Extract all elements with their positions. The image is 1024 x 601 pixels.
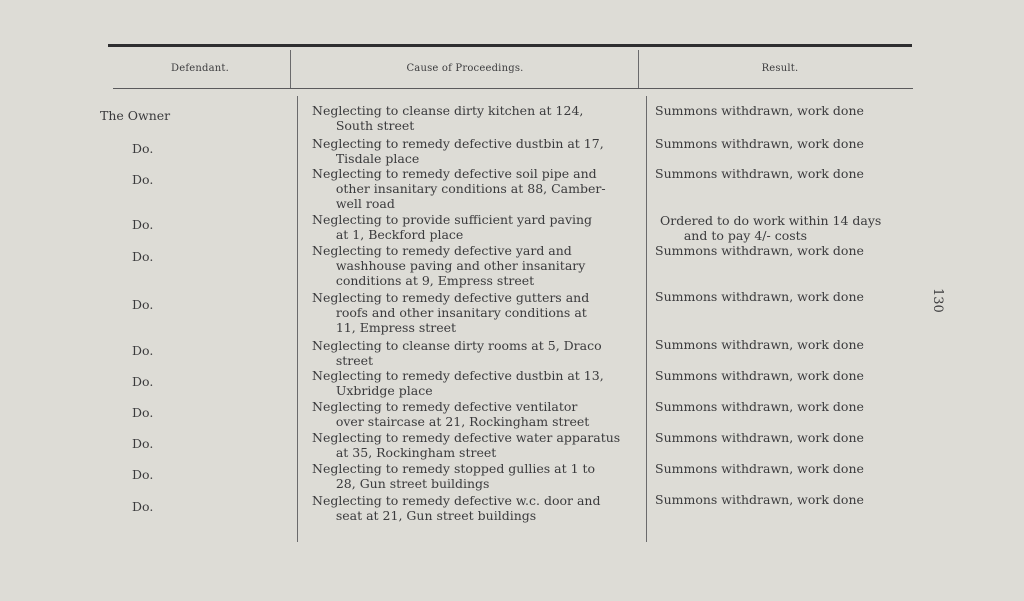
- table-top-rule: [108, 44, 912, 47]
- row-5-cause: Neglecting to remedy defective yard and washhouse paving and other insanitary conditions at 9, Empress street: [312, 243, 586, 288]
- row-5-defendant: Do.: [132, 249, 154, 264]
- row-8-cause: Neglecting to remedy defective dustbin at 13, Uxbridge place: [312, 368, 604, 398]
- row-7-defendant: Do.: [132, 343, 154, 358]
- row-8-result: Summons withdrawn, work done: [655, 368, 864, 383]
- row-2-defendant: Do.: [132, 141, 154, 156]
- row-9-result: Summons withdrawn, work done: [655, 399, 864, 414]
- row-11-result: Summons withdrawn, work done: [655, 461, 864, 476]
- row-5-result: Summons withdrawn, work done: [655, 243, 864, 258]
- row-10-cause: Neglecting to remedy defective water apparatus at 35, Rockingham street: [312, 430, 621, 460]
- row-12-defendant: Do.: [132, 499, 154, 514]
- row-11-defendant: Do.: [132, 467, 154, 482]
- header-result: Result.: [761, 63, 799, 74]
- column-divider-2: [638, 50, 639, 88]
- row-3-defendant: Do.: [132, 172, 154, 187]
- row-6-cause: Neglecting to remedy defective gutters and roofs and other insanitary conditions at 11, Empress street: [312, 290, 590, 335]
- row-9-defendant: Do.: [132, 405, 154, 420]
- row-3-result: Summons withdrawn, work done: [655, 166, 864, 181]
- row-10-result: Summons withdrawn, work done: [655, 430, 864, 445]
- row-2-result: Summons withdrawn, work done: [655, 136, 864, 151]
- header-defendant: Defendant.: [171, 63, 229, 74]
- row-12-cause: Neglecting to remedy defective w.c. door and seat at 21, Gun street buildings: [312, 493, 601, 523]
- header-cause: Cause of Proceedings.: [406, 63, 524, 74]
- row-8-defendant: Do.: [132, 374, 154, 389]
- row-9-cause: Neglecting to remedy defective ventilator over staircase at 21, Rockingham street: [312, 399, 590, 429]
- row-6-defendant: Do.: [132, 297, 154, 312]
- row-3-cause: Neglecting to remedy defective soil pipe and other insanitary conditions at 88, Camber- well road: [312, 166, 606, 211]
- page-number: 130: [930, 288, 945, 313]
- row-4-defendant: Do.: [132, 217, 154, 232]
- row-1-defendant: The Owner: [100, 108, 171, 123]
- row-4-cause: Neglecting to provide sufficient yard paving at 1, Beckford place: [312, 212, 593, 242]
- row-7-result: Summons withdrawn, work done: [655, 337, 864, 352]
- row-11-cause: Neglecting to remedy stopped gullies at 1 to 28, Gun street buildings: [312, 461, 596, 491]
- row-4-result: Ordered to do work within 14 days and to pay 4/- costs: [660, 213, 882, 243]
- row-10-defendant: Do.: [132, 436, 154, 451]
- row-6-result: Summons withdrawn, work done: [655, 289, 864, 304]
- column-divider-1-body: [297, 96, 298, 542]
- column-divider-2-body: [646, 96, 647, 542]
- row-7-cause: Neglecting to cleanse dirty rooms at 5, Draco street: [312, 338, 602, 368]
- row-12-result: Summons withdrawn, work done: [655, 492, 864, 507]
- column-divider-1: [290, 50, 291, 88]
- table-header-rule: [113, 88, 913, 89]
- row-1-result: Summons withdrawn, work done: [655, 103, 864, 118]
- row-1-cause: Neglecting to cleanse dirty kitchen at 124, South street: [312, 103, 584, 133]
- row-2-cause: Neglecting to remedy defective dustbin at 17, Tisdale place: [312, 136, 604, 166]
